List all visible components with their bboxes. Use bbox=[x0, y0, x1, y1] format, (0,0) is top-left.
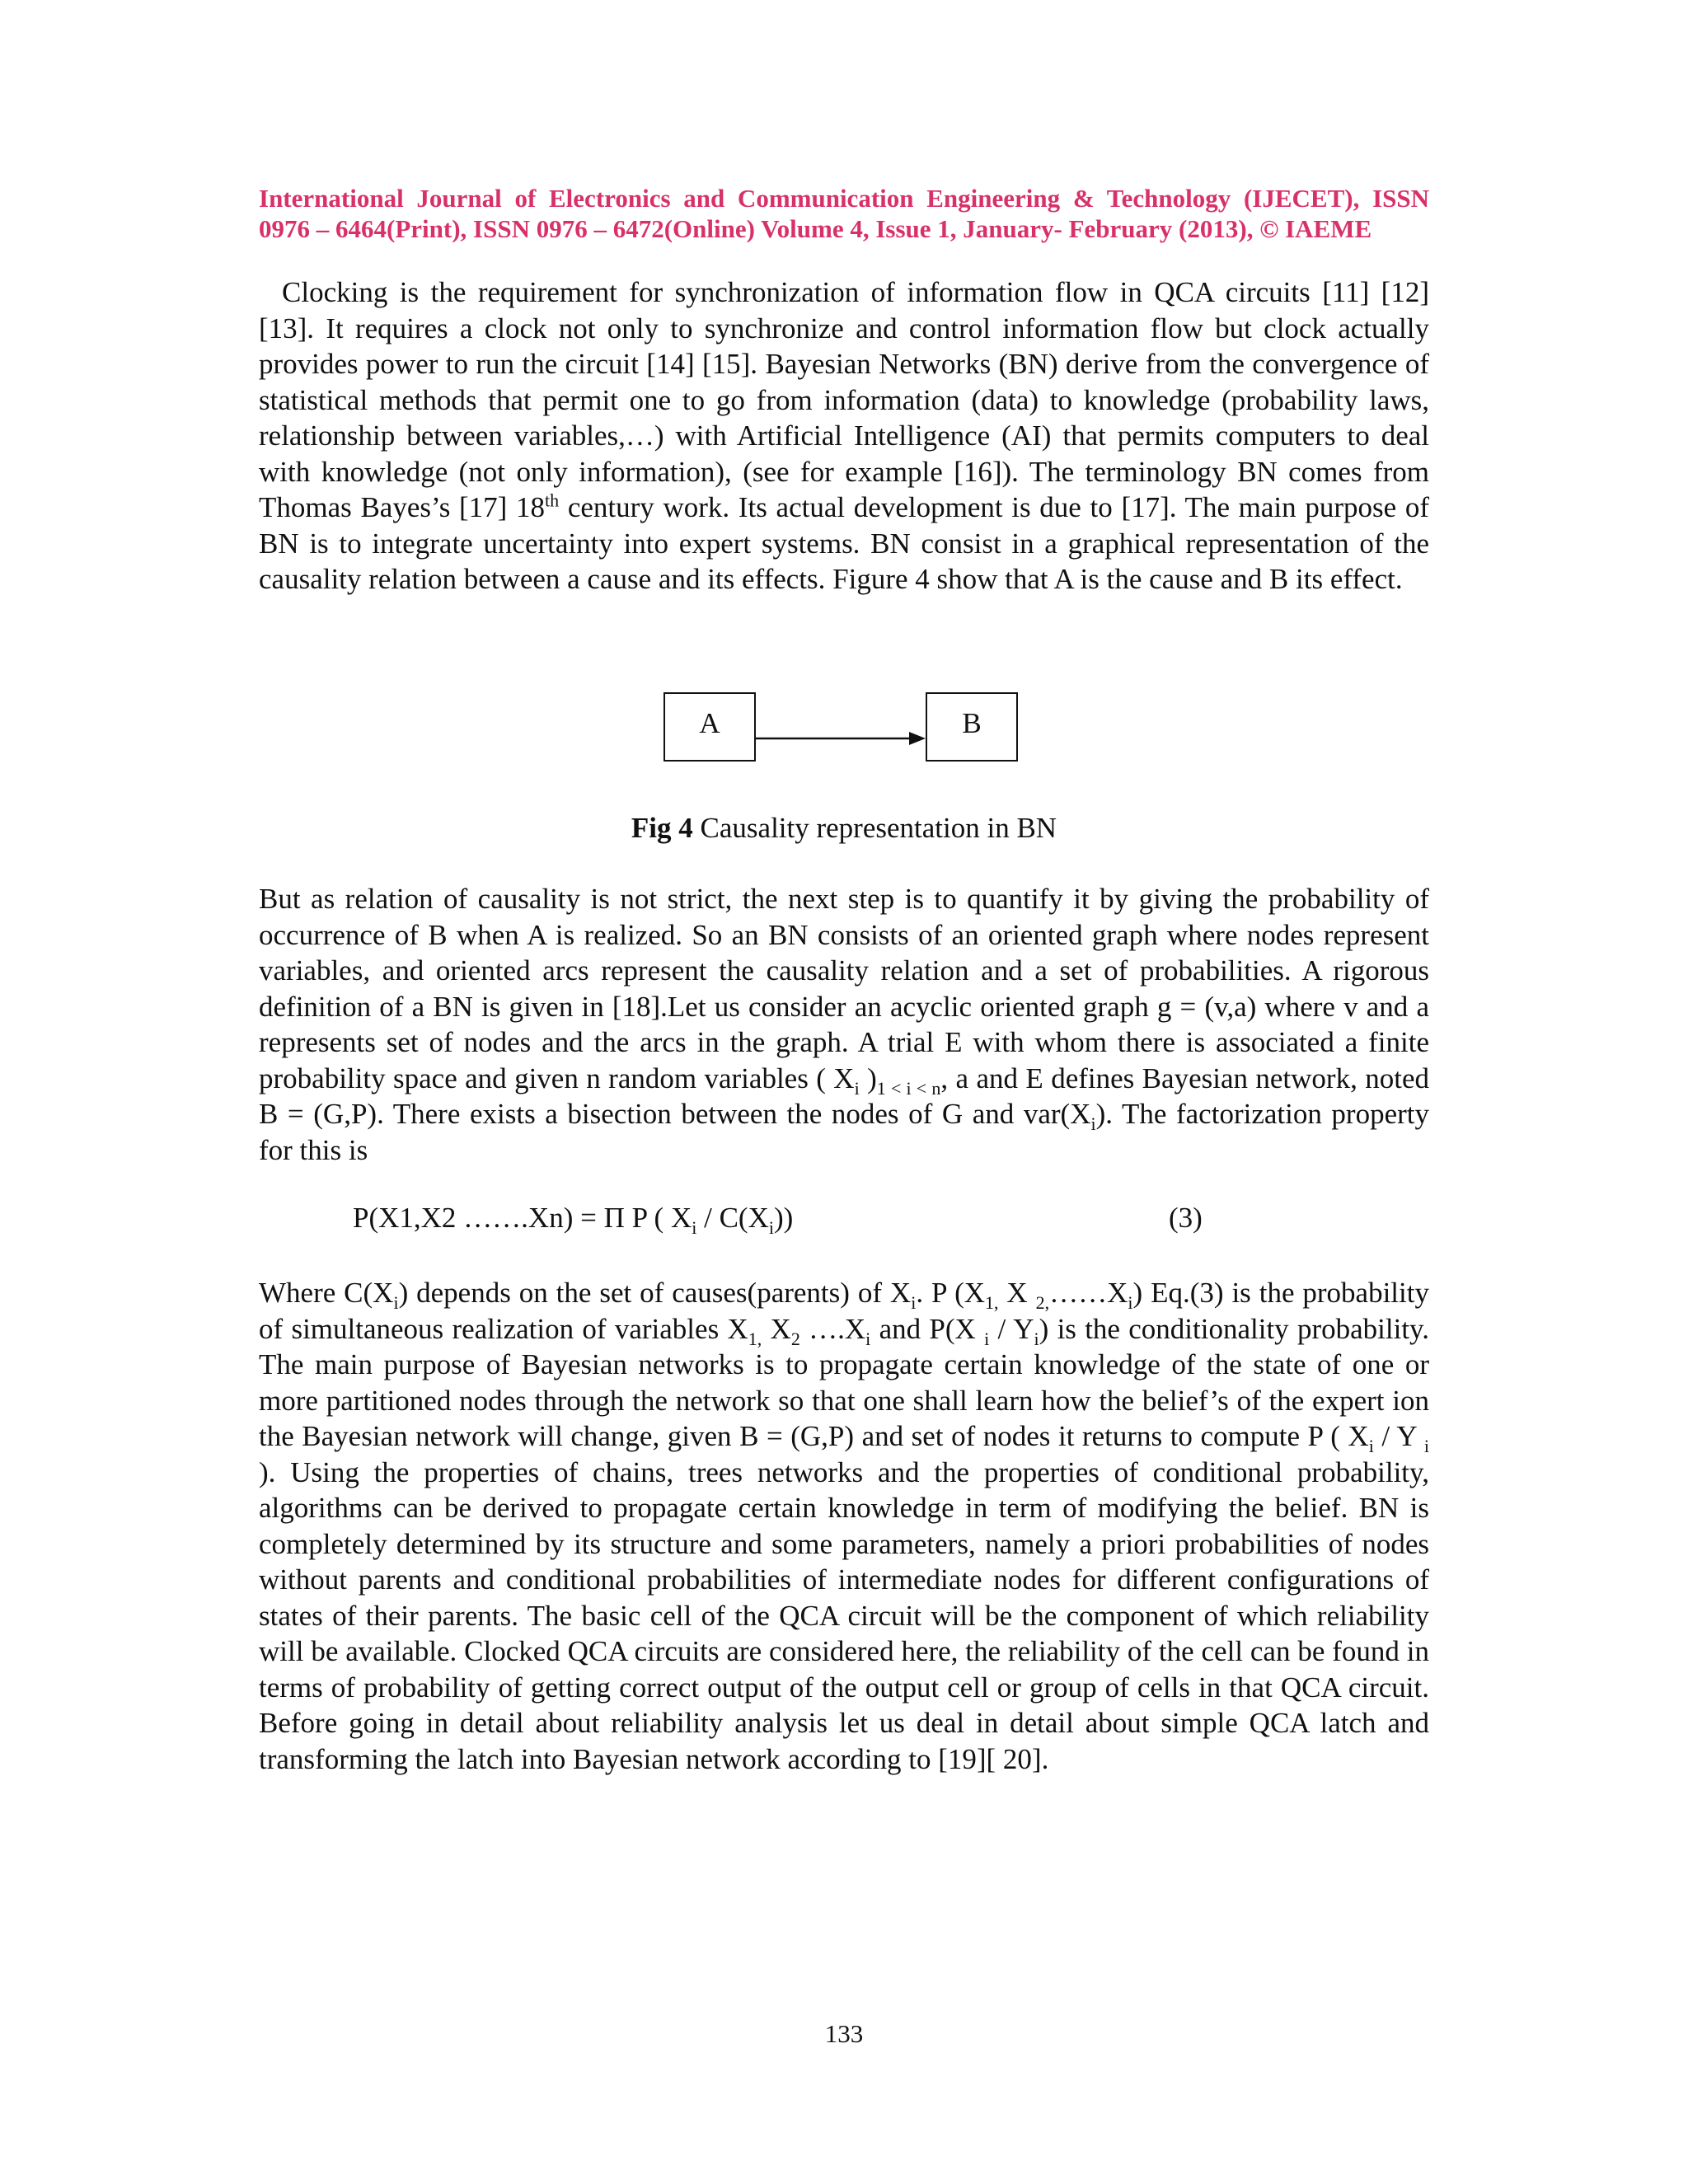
paragraph-text: and P(X bbox=[870, 1312, 985, 1345]
paragraph-text: ) is the conditionality probability. The main purpose of Bayesian networks is to propagate certain knowledge of the state of one or more partitioned nodes through the network so that one shall learn how the belief’s of the expert ion the Bayesian network will change, given B = (G,P) and set of nodes it returns to compute P ( X bbox=[259, 1312, 1430, 1452]
node-b: B bbox=[926, 692, 1018, 762]
subscript: i bbox=[984, 1328, 990, 1349]
equation-text: )) bbox=[773, 1202, 794, 1234]
subscript: i bbox=[1090, 1113, 1096, 1134]
paragraph-text: Where C(X bbox=[259, 1277, 394, 1309]
subscript: 2 bbox=[790, 1328, 800, 1349]
subscript: i bbox=[393, 1292, 399, 1313]
subscript: 1, bbox=[748, 1328, 762, 1349]
journal-header-line-1: International Journal of Electronics and Communication Engineering & Technology (IJECET), ISSN bbox=[259, 184, 1429, 213]
subscript: 2, bbox=[1035, 1292, 1050, 1313]
subscript: i bbox=[1034, 1328, 1039, 1349]
paragraph-text: X bbox=[762, 1312, 791, 1345]
paragraph-text: ….X bbox=[799, 1312, 866, 1345]
paragraph-text: ) bbox=[859, 1062, 877, 1094]
subscript: 1, bbox=[985, 1292, 999, 1313]
paragraph-text: / Y bbox=[989, 1312, 1034, 1345]
causality-arrow bbox=[756, 692, 926, 762]
subscript: i bbox=[768, 1217, 774, 1238]
paragraph-text: . P (X bbox=[916, 1277, 986, 1309]
equation-3 bbox=[353, 1200, 1218, 1238]
subscript: 1 < i < n bbox=[876, 1077, 941, 1099]
subscript: i bbox=[865, 1328, 871, 1349]
paragraph-text: ). Using the properties of chains, trees networks and the properties of conditional probability, algorithms can be derived to propagate certain knowledge in term of modifying the belief. BN is completely determined by its structure and some parameters, namely a priori probabilities of nodes without parents and conditional probabilities of intermediate nodes for different configurations of states of their parents. The basic cell of the QCA circuit will be the component of which reliability will be available. Clocked QCA circuits are considered here, the reliability of the cell can be found in terms of probability of getting correct output of the output cell or group of cells in that QCA circuit. Before going in detail about reliability analysis let us deal in detail about simple QCA latch and transforming the latch into Bayesian network according to [19][ 20]. bbox=[259, 1455, 1429, 1775]
paragraph-text: X bbox=[998, 1277, 1036, 1309]
figure-caption bbox=[259, 812, 1429, 845]
paragraph-text: / Y bbox=[1373, 1420, 1424, 1452]
paragraph-text: But as relation of causality is not strict, the next step is to quantify it by giving the probability of occurrence of B when A is realized. So an BN consists of an oriented graph where nodes represent variables, and oriented arcs represent the causality relation and a set of probabilities. A rigorous definition of a BN is given in [18].Let us consider an acyclic oriented graph g = (v,a) where v and a represents set of nodes and the arcs in the graph. A trial E with whom there is associated a finite probability space and given n random variables ( X bbox=[259, 883, 1429, 1094]
equation-text: P(X1,X2 …….Xn) = Π P ( X bbox=[353, 1202, 692, 1234]
figure-label: Fig 4 bbox=[631, 812, 693, 844]
journal-header bbox=[259, 183, 1429, 244]
subscript: i bbox=[911, 1292, 917, 1313]
paragraph-text: century work. Its actual development is due to [17]. The main purpose of BN is to integrate uncertainty into expert systems. BN consist in a graphical representation of the causality relation between a cause and its effects. Figure 4 show that A is the cause and B its effect. bbox=[259, 491, 1429, 595]
page-number: 133 bbox=[824, 2019, 864, 2048]
paragraph-text: Clocking is the requirement for synchronization of information flow in QCA circuits [11] [12] [13]. It requires a clock not only to synchronize and control information flow but clock actually provides power to run the circuit [14] [15]. Bayesian Networks (BN) derive from the convergence of statistical methods that permit one to go from information (data) to knowledge (probability laws, relationship between variables,…) with Artificial Intelligence (AI) that permits computers to deal with knowledge (not only information), (see for example [16]). The terminology BN comes from Thomas Bayes’s [17] 18 bbox=[259, 276, 1429, 523]
superscript: th bbox=[545, 490, 560, 511]
equation-text: / C(X bbox=[696, 1202, 769, 1234]
figure-caption-text: Causality representation in BN bbox=[692, 812, 1057, 844]
paragraph-text: ……X bbox=[1049, 1277, 1128, 1309]
paragraph-clocking-bn bbox=[259, 274, 1429, 598]
subscript: i bbox=[854, 1077, 860, 1099]
subscript: i bbox=[1423, 1436, 1430, 1456]
paragraph-text: ) Eq.(3) is the probability of simultaneous realization of variables X bbox=[259, 1277, 1429, 1345]
causality-diagram bbox=[663, 692, 1018, 766]
journal-header-line-2: 0976 – 6464(Print), ISSN 0976 – 6472(Online) Volume 4, Issue 1, January- February (2013), © IAEME bbox=[259, 214, 1372, 243]
paragraph-bn-definition bbox=[259, 881, 1429, 1168]
subscript: i bbox=[1368, 1436, 1374, 1456]
paragraph-text: ) depends on the set of causes(parents) of X bbox=[398, 1277, 912, 1309]
subscript: i bbox=[1128, 1292, 1133, 1313]
subscript: i bbox=[692, 1217, 697, 1238]
node-a: A bbox=[663, 692, 756, 762]
paragraph-text: ). The factorization property for this is bbox=[259, 1098, 1429, 1166]
equation-number: (3) bbox=[1169, 1202, 1203, 1234]
paragraph-bn-propagation bbox=[259, 1275, 1429, 1777]
paragraph-text: , a and E defines Bayesian network, noted B = (G,P). There exists a bisection between the nodes of G and var(X bbox=[259, 1062, 1430, 1130]
